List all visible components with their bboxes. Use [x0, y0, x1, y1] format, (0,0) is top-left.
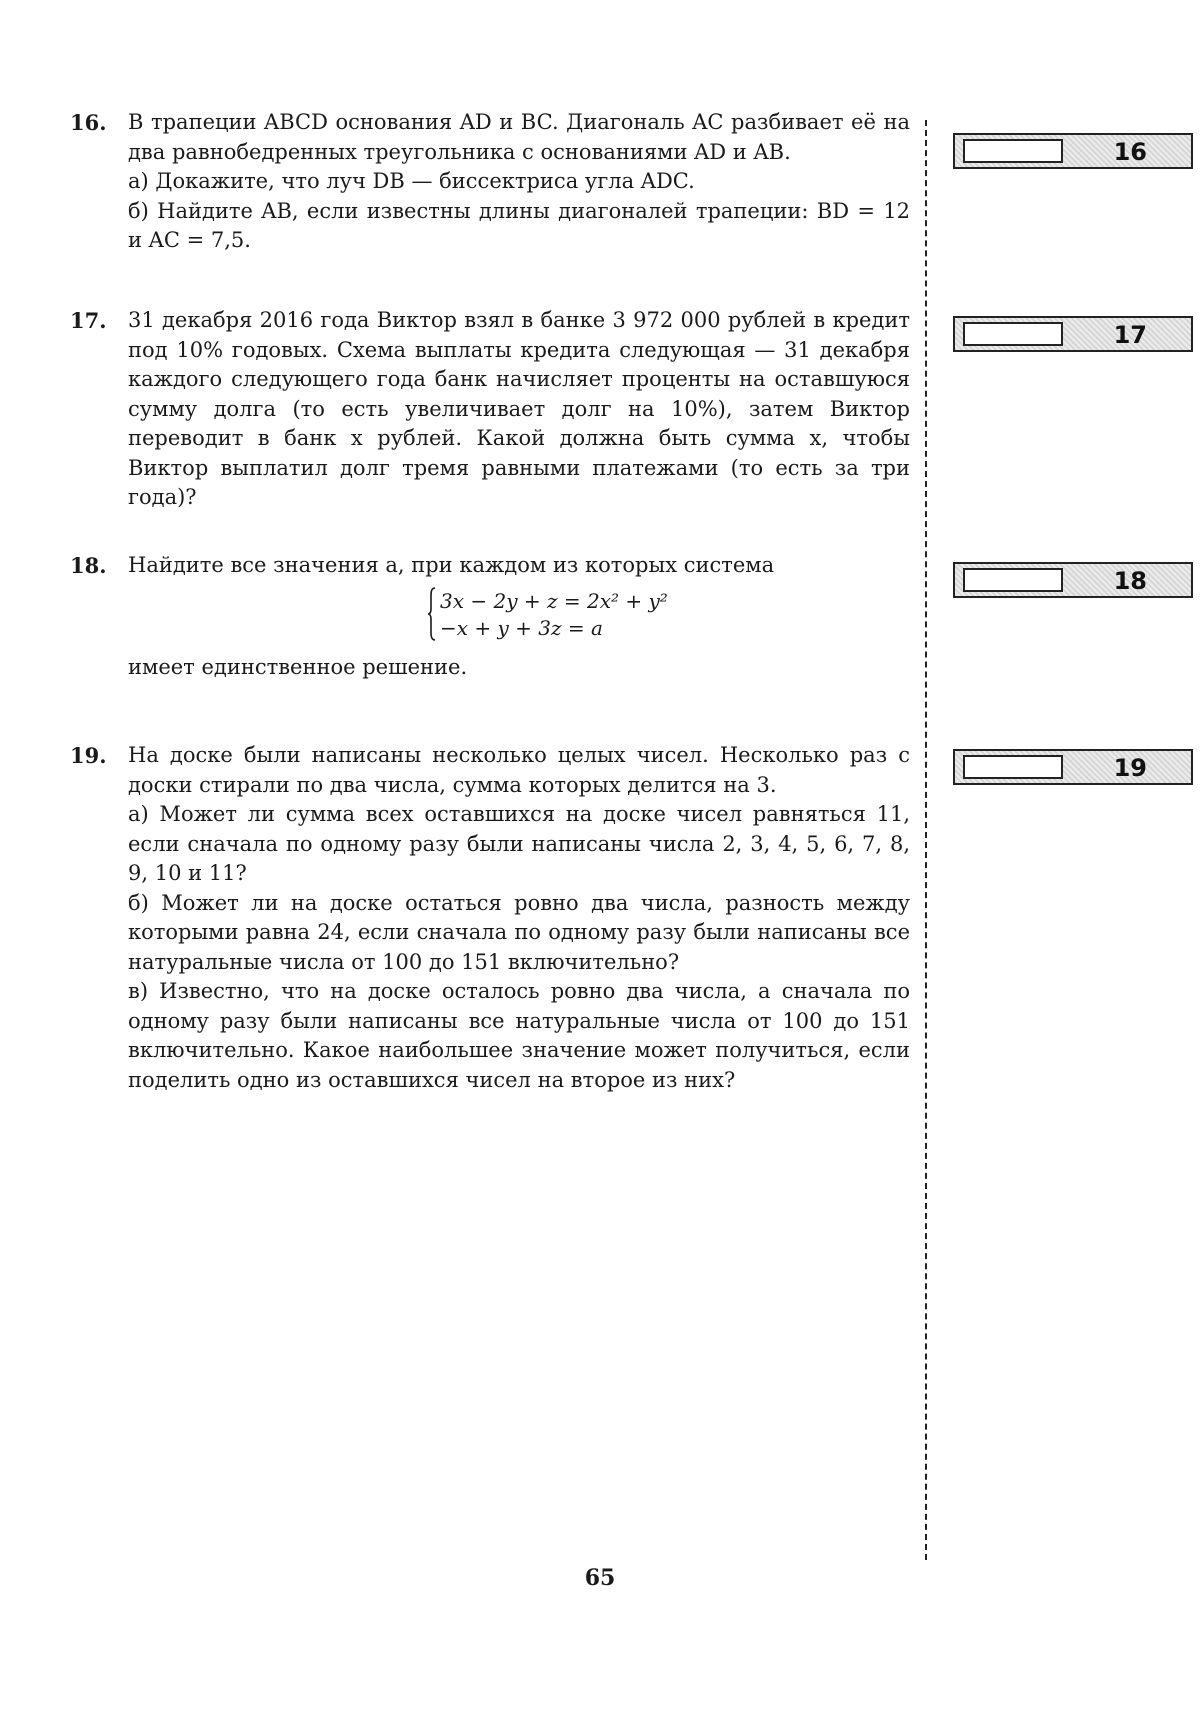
problem-text: В трапеции ABCD основания AD и BC. Диагональ AC разбивает её на два равнобедренных треугольника с основаниями AD и AB.: [128, 110, 910, 164]
problem-part-b: б) Найдите AB, если известны длины диагоналей трапеции: BD = 12 и AC = 7,5.: [128, 198, 910, 252]
problem-text: На доске были написаны несколько целых чисел. Несколько раз с доски стирали по два числа, сумма которых делится на 3.: [128, 743, 910, 797]
left-brace: [428, 587, 436, 641]
answer-box-label: 16: [1113, 138, 1147, 166]
problem-part-a: а) Докажите, что луч DB — биссектриса угла ADC.: [128, 169, 695, 193]
equation-system: [428, 587, 688, 643]
problem-number: 17.: [70, 308, 107, 333]
problem-number: 18.: [70, 553, 107, 578]
answer-field[interactable]: [963, 322, 1063, 346]
answer-field[interactable]: [963, 139, 1063, 163]
answer-box-18[interactable]: [953, 562, 1193, 598]
equation-2: −x + y + 3z = a: [440, 615, 603, 640]
answer-box-19[interactable]: [953, 749, 1193, 785]
dashed-cut-line: [925, 120, 927, 1560]
problem-text: 31 декабря 2016 года Виктор взял в банке 3 972 000 рублей в кредит под 10% годовых. Схема выплаты кредита следующая — 31 декабря каждого следующего года банк начисляет проценты на оставшуюся сумму долга (то есть увеличивает долг на 10%), затем Виктор переводит в банк x рублей. Какой должна быть сумма x, чтобы Виктор выплатил долг тремя равными платежами (то есть за три года)?: [128, 308, 910, 509]
problem-17: [70, 306, 910, 513]
problem-outro: имеет единственное решение.: [128, 654, 468, 679]
answer-box-label: 17: [1113, 321, 1147, 349]
answer-field[interactable]: [963, 755, 1063, 779]
problem-16: [70, 108, 910, 256]
problem-part-a: а) Может ли сумма всех оставшихся на доске чисел равняться 11, если сначала по одному разу были написаны числа 2, 3, 4, 5, 6, 7, 8, 9, 10 и 11?: [128, 802, 910, 885]
problem-part-c: в) Известно, что на доске осталось ровно два числа, а сначала по одному разу были написаны все натуральные числа от 100 до 151 включительно. Какое наибольшее значение может получиться, если поделить одно из оставшихся чисел на второе из них?: [128, 979, 910, 1092]
problem-intro: Найдите все значения a, при каждом из которых система: [128, 553, 775, 577]
page-number: 65: [584, 1565, 616, 1591]
problem-part-b: б) Может ли на доске остаться ровно два числа, разность между которыми равна 24, если сначала по одному разу были написаны все натуральные числа от 100 до 151 включительно?: [128, 890, 910, 974]
problem-number: 16.: [70, 110, 107, 135]
answer-box-label: 18: [1113, 567, 1147, 595]
problem-number: 19.: [70, 743, 107, 768]
problem-18: [70, 551, 910, 682]
equation-1: 3x − 2y + z = 2x² + y²: [440, 588, 668, 613]
answer-field[interactable]: [963, 568, 1063, 592]
problem-19: [70, 741, 910, 1095]
answer-box-17[interactable]: [953, 316, 1193, 352]
answer-box-label: 19: [1113, 754, 1147, 782]
answer-box-16[interactable]: [953, 133, 1193, 169]
